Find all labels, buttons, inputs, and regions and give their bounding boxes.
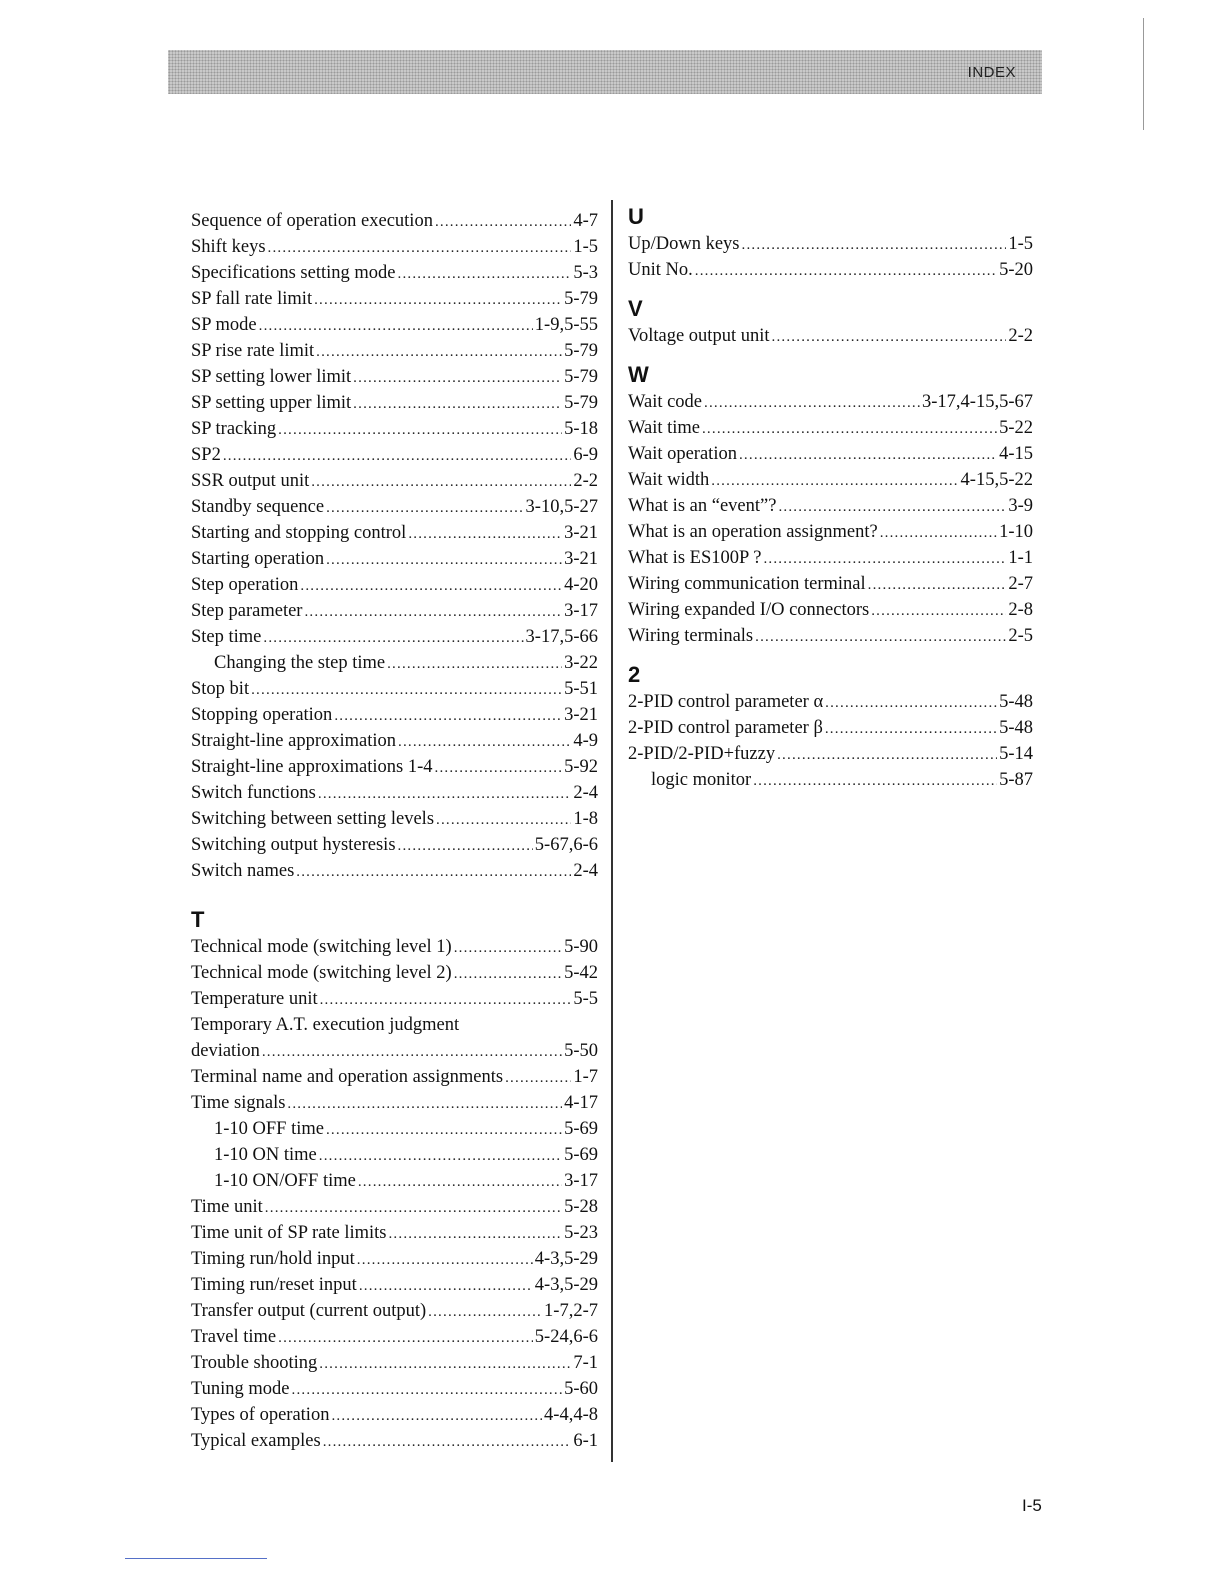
index-page-ref: 3-17,5-66 [525, 627, 598, 647]
index-term: Time unit [191, 1197, 263, 1217]
dot-leader [314, 287, 562, 313]
index-entry [628, 597, 1033, 623]
index-page-ref: 5-60 [564, 1379, 598, 1399]
index-page-ref: 5-24,6-6 [534, 1327, 598, 1347]
index-entry [191, 1012, 598, 1038]
index-term: Time signals [191, 1093, 286, 1113]
index-term: deviation [191, 1041, 260, 1061]
page-edge-line [1143, 18, 1144, 130]
index-term: Unit No. [628, 260, 693, 280]
index-term: Wait width [628, 470, 710, 490]
dot-leader [825, 690, 997, 716]
dot-leader [265, 1195, 562, 1221]
dot-leader [262, 1039, 562, 1065]
dot-leader [259, 313, 533, 339]
index-entry [628, 545, 1033, 571]
index-page-ref: 2-4 [573, 861, 598, 881]
index-entry [191, 1428, 598, 1454]
index-entry [628, 715, 1033, 741]
index-entry [191, 754, 598, 780]
index-page-ref: 5-20 [999, 260, 1033, 280]
dot-leader [398, 729, 571, 755]
section-letter: U [628, 204, 644, 229]
dot-leader [695, 258, 997, 284]
section-gap [628, 649, 1033, 661]
index-term: 2-PID/2-PID+fuzzy [628, 744, 776, 764]
section-letter: V [628, 296, 643, 321]
index-entry [191, 1090, 598, 1116]
dot-leader [454, 961, 562, 987]
dot-leader [311, 469, 571, 495]
dot-leader [300, 573, 562, 599]
dot-leader [772, 324, 1007, 350]
index-term: Wiring communication terminal [628, 574, 866, 594]
index-term: 1-10 ON/OFF time [214, 1171, 356, 1191]
index-term: Starting operation [191, 549, 325, 569]
index-entry [628, 571, 1033, 597]
index-entry [191, 960, 598, 986]
dot-leader [223, 443, 572, 469]
dot-leader [287, 1091, 562, 1117]
index-entry [191, 1064, 598, 1090]
index-entry [191, 1376, 598, 1402]
index-page-ref: 5-28 [564, 1197, 598, 1217]
index-page-ref: 4-17 [564, 1093, 598, 1113]
index-entry [191, 780, 598, 806]
index-page-ref: 5-79 [564, 289, 598, 309]
index-page-ref: 5-51 [564, 679, 598, 699]
index-entry [191, 624, 598, 650]
dot-leader [435, 755, 563, 781]
index-entry [628, 689, 1033, 715]
index-term: Switch functions [191, 783, 316, 803]
index-term: 1-10 OFF time [214, 1119, 324, 1139]
dot-leader [316, 339, 562, 365]
index-term: SP setting upper limit [191, 393, 352, 413]
dot-leader [825, 716, 997, 742]
index-page-ref: 5-48 [999, 718, 1033, 738]
index-entry [191, 442, 598, 468]
dot-leader [753, 768, 997, 794]
section-gap [628, 283, 1033, 295]
index-page-ref: 4-20 [564, 575, 598, 595]
index-page-ref: 5-69 [564, 1119, 598, 1139]
index-page-ref: 6-1 [573, 1431, 598, 1451]
dot-leader [326, 547, 562, 573]
index-entry [191, 1038, 598, 1064]
dot-leader [326, 1117, 562, 1143]
index-term: Standby sequence [191, 497, 325, 517]
index-page-ref: 2-2 [1008, 326, 1033, 346]
index-entry [628, 415, 1033, 441]
index-entry [191, 546, 598, 572]
index-column-left [191, 208, 598, 1454]
dot-leader [777, 742, 997, 768]
dot-leader [319, 1143, 562, 1169]
dot-leader [319, 1351, 571, 1377]
index-term: Timing run/reset input [191, 1275, 357, 1295]
index-entry [628, 441, 1033, 467]
dot-leader [711, 468, 958, 494]
index-page-ref: 4-15,5-22 [960, 470, 1033, 490]
dot-leader [704, 390, 920, 416]
index-term: Specifications setting mode [191, 263, 396, 283]
dot-leader [278, 417, 562, 443]
dot-leader [331, 1403, 542, 1429]
index-term: Up/Down keys [628, 234, 740, 254]
index-page-ref: 4-3,5-29 [534, 1249, 598, 1269]
index-page-ref: 5-42 [564, 963, 598, 983]
index-page-ref: 5-14 [999, 744, 1033, 764]
index-page-ref: 3-21 [564, 705, 598, 725]
index-term: Step time [191, 627, 262, 647]
index-term: SP rise rate limit [191, 341, 315, 361]
index-term: Switching output hysteresis [191, 835, 396, 855]
index-term: 1-10 ON time [214, 1145, 317, 1165]
index-term: Travel time [191, 1327, 277, 1347]
index-term: SP fall rate limit [191, 289, 313, 309]
index-entry [628, 231, 1033, 257]
index-subentry [191, 1142, 598, 1168]
dot-leader [436, 807, 571, 833]
index-term: What is ES100P ? [628, 548, 762, 568]
index-entry [191, 286, 598, 312]
index-entry [191, 364, 598, 390]
index-page-ref: 1-1 [1008, 548, 1033, 568]
dot-leader [353, 391, 562, 417]
index-page-ref: 5-67,6-6 [534, 835, 598, 855]
dot-leader [304, 599, 562, 625]
index-page-ref: 5-22 [999, 418, 1033, 438]
s-entries [191, 208, 598, 884]
index-term: Temporary A.T. execution judgment [191, 1015, 460, 1035]
index-term: Straight-line approximations 1-4 [191, 757, 433, 777]
index-page-ref: 5-5 [573, 989, 598, 1009]
index-entry [191, 572, 598, 598]
index-term: Terminal name and operation assignments [191, 1067, 504, 1087]
index-page-ref: 1-7 [573, 1067, 598, 1087]
dot-leader [408, 521, 562, 547]
index-page-ref: 1-9,5-55 [534, 315, 598, 335]
index-page-ref: 5-79 [564, 393, 598, 413]
index-page-ref: 5-23 [564, 1223, 598, 1243]
index-entry [628, 519, 1033, 545]
index-page-ref: 2-8 [1008, 600, 1033, 620]
index-entry [191, 832, 598, 858]
index-entry [191, 468, 598, 494]
index-entry [191, 986, 598, 1012]
scan-artifact-line [125, 1558, 267, 1559]
index-subentry [191, 1168, 598, 1194]
index-term: SP2 [191, 445, 221, 465]
index-entry [628, 623, 1033, 649]
index-entry [191, 338, 598, 364]
index-term: Voltage output unit [628, 326, 770, 346]
index-entry [191, 806, 598, 832]
index-entry [191, 312, 598, 338]
index-entry [191, 676, 598, 702]
index-page-ref: 1-7,2-7 [544, 1301, 598, 1321]
dot-leader [880, 520, 997, 546]
dot-leader [278, 1325, 533, 1351]
dot-leader [387, 651, 562, 677]
dot-leader [326, 495, 523, 521]
dot-leader [871, 598, 1006, 624]
index-entry [191, 1220, 598, 1246]
index-term: 2-PID control parameter α [628, 692, 824, 712]
index-page-ref: 5-50 [564, 1041, 598, 1061]
index-entry [191, 1272, 598, 1298]
index-page-ref: 4-4,4-8 [544, 1405, 598, 1425]
index-page-ref: 3-17 [564, 1171, 598, 1191]
dot-leader [359, 1273, 533, 1299]
index-term: Switching between setting levels [191, 809, 435, 829]
index-term: Changing the step time [214, 653, 386, 673]
index-page-ref: 5-18 [564, 419, 598, 439]
dot-leader [778, 494, 1006, 520]
index-term: Tuning mode [191, 1379, 290, 1399]
index-term: Time unit of SP rate limits [191, 1223, 387, 1243]
index-entry [191, 1350, 598, 1376]
section-letter: 2 [628, 662, 641, 687]
dot-leader [251, 677, 562, 703]
index-term: Stopping operation [191, 705, 333, 725]
index-page-ref: 5-79 [564, 341, 598, 361]
column-divider [611, 200, 613, 1462]
index-page-ref: 6-9 [573, 445, 598, 465]
index-entry [628, 389, 1033, 415]
dot-leader [323, 1429, 572, 1455]
index-subentry [191, 650, 598, 676]
index-term: SP mode [191, 315, 257, 335]
index-term: 2-PID control parameter β [628, 718, 823, 738]
dot-leader [742, 232, 1007, 258]
dot-leader [763, 546, 1006, 572]
index-page-ref: 3-17 [564, 601, 598, 621]
dot-leader [755, 624, 1006, 650]
index-column-right [628, 203, 1033, 793]
index-page-ref: 2-2 [573, 471, 598, 491]
index-page-ref: 5-92 [564, 757, 598, 777]
dot-leader [398, 833, 533, 859]
dot-leader [388, 1221, 562, 1247]
index-page-ref: 4-15 [999, 444, 1033, 464]
dot-leader [263, 625, 523, 651]
section-gap [191, 884, 598, 906]
index-entry [191, 598, 598, 624]
dot-leader [398, 261, 572, 287]
t-entries [191, 934, 598, 1454]
index-entry [191, 208, 598, 234]
index-term: Starting and stopping control [191, 523, 407, 543]
index-page-ref: 5-79 [564, 367, 598, 387]
index-term: Timing run/hold input [191, 1249, 355, 1269]
index-page-ref: 2-4 [573, 783, 598, 803]
index-entry [191, 416, 598, 442]
index-term: Transfer output (current output) [191, 1301, 427, 1321]
index-term: Straight-line approximation [191, 731, 396, 751]
page-number: I-5 [1022, 1496, 1042, 1515]
index-entry [628, 741, 1033, 767]
index-term: Stop bit [191, 679, 250, 699]
index-term: Technical mode (switching level 2) [191, 963, 452, 983]
index-subentry [628, 767, 1033, 793]
index-page-ref: 1-10 [999, 522, 1033, 542]
index-page-ref: 3-22 [564, 653, 598, 673]
dot-leader [358, 1169, 562, 1195]
dot-leader [868, 572, 1007, 598]
index-term: Technical mode (switching level 1) [191, 937, 452, 957]
index-term: logic monitor [651, 770, 752, 790]
index-entry [191, 1194, 598, 1220]
index-page-ref: 2-5 [1008, 626, 1033, 646]
index-entry [191, 858, 598, 884]
dot-leader [320, 987, 572, 1013]
section-letter: T [191, 907, 205, 932]
index-entry [191, 934, 598, 960]
dot-leader [428, 1299, 542, 1325]
dot-leader [318, 781, 571, 807]
index-entry [191, 728, 598, 754]
index-page-ref: 3-17,4-15,5-67 [922, 392, 1033, 412]
index-page-ref: 5-87 [999, 770, 1033, 790]
index-term: Step operation [191, 575, 299, 595]
index-term: Sequence of operation execution [191, 211, 433, 231]
index-term: Trouble shooting [191, 1353, 318, 1373]
index-entry [191, 702, 598, 728]
index-page-ref: 4-3,5-29 [534, 1275, 598, 1295]
index-term: What is an operation assignment? [628, 522, 878, 542]
index-entry [191, 1298, 598, 1324]
index-page-ref: 5-3 [573, 263, 598, 283]
index-page-ref: 1-8 [573, 809, 598, 829]
index-page-ref: 5-48 [999, 692, 1033, 712]
right-sections [628, 203, 1033, 793]
index-page-ref: 4-9 [573, 731, 598, 751]
section-gap [628, 349, 1033, 361]
dot-leader [357, 1247, 533, 1273]
index-page-ref: 1-5 [573, 237, 598, 257]
index-entry [628, 257, 1033, 283]
index-term: Step parameter [191, 601, 303, 621]
index-entry [628, 323, 1033, 349]
index-term: Wait operation [628, 444, 737, 464]
dot-leader [334, 703, 562, 729]
index-page-ref: 3-10,5-27 [525, 497, 598, 517]
index-term: SP tracking [191, 419, 277, 439]
index-entry [191, 390, 598, 416]
index-page-ref: 3-21 [564, 549, 598, 569]
dot-leader [268, 235, 572, 261]
index-page-ref: 7-1 [573, 1353, 598, 1373]
index-entry [191, 1402, 598, 1428]
index-entry [628, 467, 1033, 493]
index-page-ref: 1-5 [1008, 234, 1033, 254]
index-entry [191, 1324, 598, 1350]
index-term: Shift keys [191, 237, 266, 257]
index-term: SSR output unit [191, 471, 310, 491]
dot-leader [702, 416, 997, 442]
index-term: Wiring expanded I/O connectors [628, 600, 870, 620]
section-letter: W [628, 362, 649, 387]
dot-leader [292, 1377, 563, 1403]
index-term: Temperature unit [191, 989, 318, 1009]
index-entry [191, 520, 598, 546]
index-term: Wait code [628, 392, 703, 412]
index-page-ref: 3-21 [564, 523, 598, 543]
index-term: Wiring terminals [628, 626, 754, 646]
index-page-ref: 5-69 [564, 1145, 598, 1165]
index-term: Typical examples [191, 1431, 321, 1451]
index-subentry [191, 1116, 598, 1142]
dot-leader [739, 442, 997, 468]
index-term: SP setting lower limit [191, 367, 352, 387]
index-term: Switch names [191, 861, 295, 881]
index-term: Types of operation [191, 1405, 330, 1425]
header-band [168, 50, 1042, 94]
index-page-ref: 5-90 [564, 937, 598, 957]
index-entry [191, 1246, 598, 1272]
index-page-ref: 4-7 [573, 211, 598, 231]
dot-leader [296, 859, 571, 885]
index-page-ref: 2-7 [1008, 574, 1033, 594]
dot-leader [353, 365, 562, 391]
index-entry [191, 234, 598, 260]
index-page-ref: 3-9 [1008, 496, 1033, 516]
index-term: What is an “event”? [628, 496, 777, 516]
header-label: INDEX [967, 64, 1016, 81]
dot-leader [505, 1065, 571, 1091]
dot-leader [454, 935, 562, 961]
dot-leader [435, 209, 571, 235]
index-term: Wait time [628, 418, 700, 438]
index-entry [191, 260, 598, 286]
index-entry [191, 494, 598, 520]
index-entry [628, 493, 1033, 519]
